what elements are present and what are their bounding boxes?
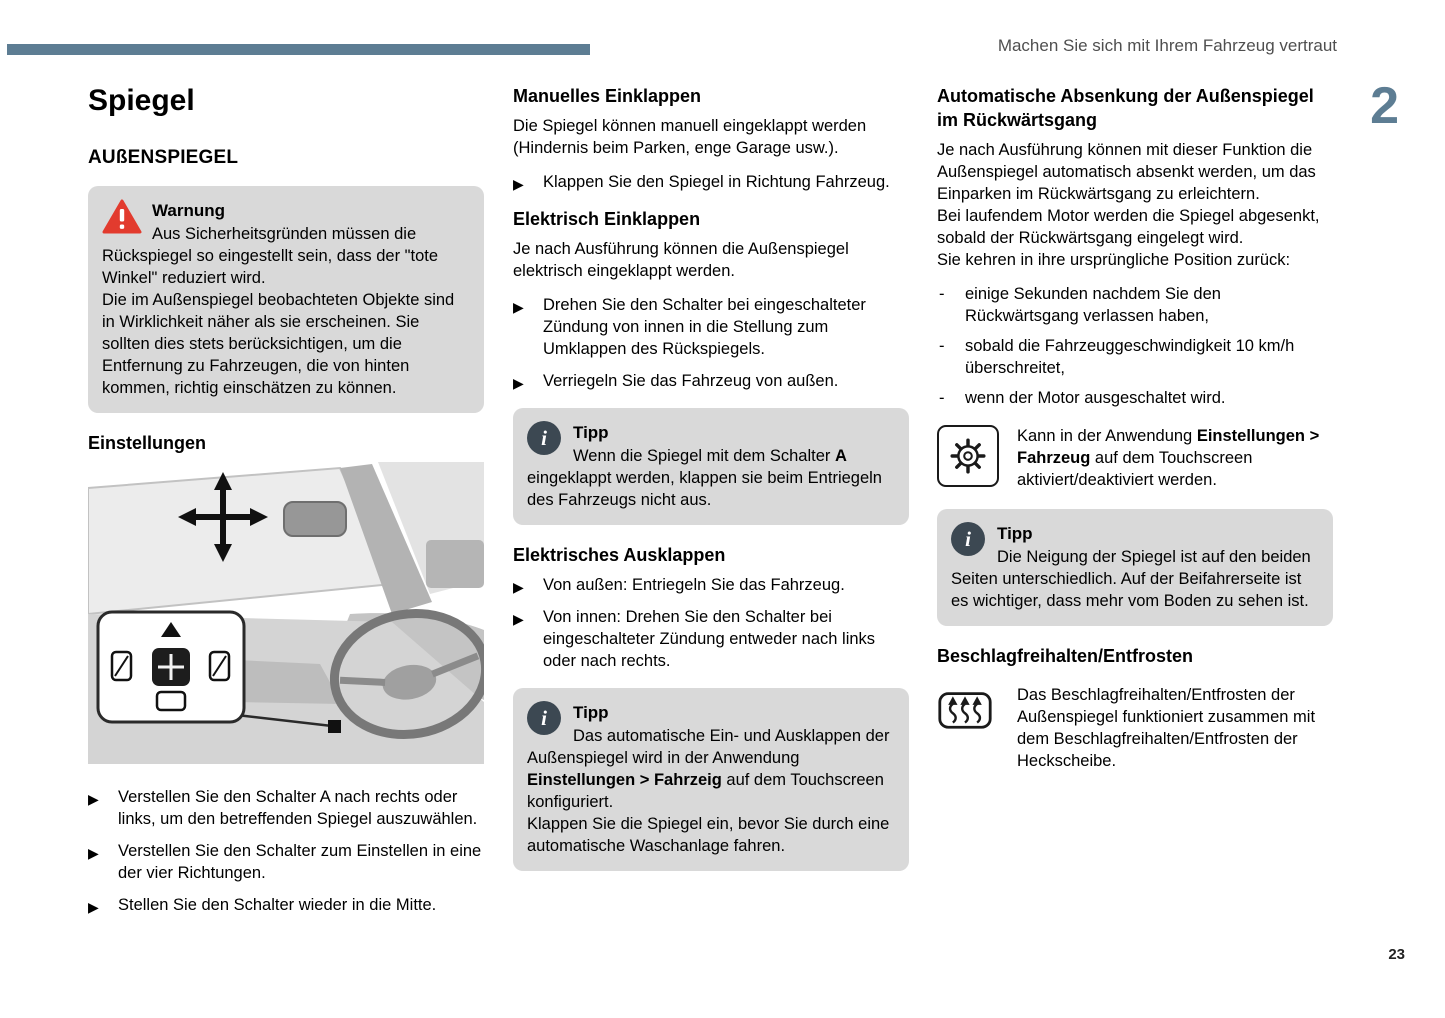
heading-einstellungen: Einstellungen (88, 433, 207, 453)
warning-title: Warnung (152, 201, 226, 220)
instruction-step (88, 840, 484, 884)
warning-text-2: Die im Außenspiegel beobachteten Objekte sind in Wirklichkeit näher als sie erscheinen. Sie sollten dies stets berücksichtigen, um die Entfernung zu Fahrzeugen, die von hinten kommen, richtig einschätzen zu können. (102, 291, 455, 397)
dash-list-item (937, 335, 1333, 379)
side-window (88, 468, 392, 614)
step-text: Von innen: Drehen Sie den Schalter bei eingeschalteter Zündung entweder nach links oder nach rechts. (543, 608, 876, 670)
heading-automatische-absenkung: Automatische Absenkung der Außenspiegel im Rückwärtsgang (937, 86, 1314, 130)
tip-box (937, 509, 1333, 626)
instruction-step (513, 171, 909, 193)
instruction-step (513, 294, 909, 360)
tip-text-pre: Wenn die Spiegel mit dem Schalter (573, 447, 835, 465)
instruction-step (88, 894, 484, 916)
info-icon: i (951, 522, 985, 556)
defrost-note-row (937, 684, 1333, 772)
mirror-adjustment-illustration (88, 462, 484, 764)
note-pre: Kann in der Anwendung (1017, 427, 1197, 445)
chapter-number: 2 (1370, 77, 1399, 135)
dash-text: sobald die Fahrzeuggeschwindigkeit 10 km/h überschreitet, (965, 337, 1295, 377)
heading-beschlagfreihalten: Beschlagfreihalten/Entfrosten (937, 646, 1194, 666)
step-text: Von außen: Entriegeln Sie das Fahrzeug. (543, 576, 845, 594)
tip-text: Die Neigung der Spiegel ist auf den beiden Seiten unterschiedlich. Auf der Beifahrerseite ist es wichtiger, dass mehr vom Boden zu sehen ist. (951, 548, 1311, 610)
paragraph: Sie kehren in ihre ursprüngliche Position zurück: (937, 251, 1291, 269)
tip-box (513, 408, 909, 525)
warning-box (88, 186, 484, 413)
tip-text-bold: Einstellungen > Fahrzeig (527, 771, 722, 789)
bullet-triangle-icon: ▶ (513, 375, 524, 391)
info-icon: i (527, 701, 561, 735)
tip-title: Tipp (573, 703, 609, 722)
column-right (937, 84, 1333, 790)
instruction-step (88, 786, 484, 830)
warning-text-1: Aus Sicherheitsgründen müssen die Rückspiegel so eingestellt sein, dass der "tote Winkel" reduziert wird. (102, 225, 439, 287)
step-text: Klappen Sie den Spiegel in Richtung Fahrzeug. (543, 173, 890, 191)
settings-note-text (1017, 425, 1333, 491)
column-left (88, 84, 484, 926)
mirror-defrost-icon (937, 684, 999, 731)
heading-elektrisch-einklappen: Elektrisch Einklappen (513, 209, 701, 229)
dash-marker: - (939, 389, 945, 407)
tip-text (527, 445, 895, 511)
dash-marker: - (939, 337, 945, 355)
info-icon: i (527, 421, 561, 455)
bullet-triangle-icon: ▶ (513, 176, 524, 192)
gear-icon (937, 425, 999, 487)
dash-text: einige Sekunden nachdem Sie den Rückwärtsgang verlassen haben, (965, 285, 1221, 325)
exterior-mirror (284, 502, 346, 536)
dash-text: wenn der Motor ausgeschaltet wird. (965, 389, 1226, 407)
tip-text-post: auf dem Touchscreen konfiguriert. (527, 771, 884, 811)
settings-note-row (937, 425, 1333, 491)
step-text: Stellen Sie den Schalter wieder in die Mitte. (118, 896, 437, 914)
center-display (426, 540, 484, 588)
running-header: Machen Sie sich mit Ihrem Fahrzeug vertraut (997, 36, 1337, 55)
column-middle (513, 84, 909, 889)
defrost-note-text: Das Beschlagfreihalten/Entfrosten der Außenspiegel funktioniert zusammen mit dem Beschlagfreihalten/Entfrosten der Heckscheibe. (1017, 686, 1316, 770)
section-heading-aussenspiegel: AUßENSPIEGEL (88, 147, 239, 168)
dash-list-item (937, 387, 1333, 409)
step-text: Verstellen Sie den Schalter zum Einstellen in eine der vier Richtungen. (118, 842, 482, 882)
instruction-step (513, 574, 909, 596)
step-text: Verriegeln Sie das Fahrzeug von außen. (543, 372, 839, 390)
paragraph: Bei laufendem Motor werden die Spiegel abgesenkt, sobald der Rückwärtsgang eingelegt wird. (937, 207, 1320, 247)
instruction-step (513, 606, 909, 672)
tip-text-bold: A (835, 447, 847, 465)
note-post: auf dem Touchscreen aktiviert/deaktiviert werden. (1017, 449, 1253, 489)
tip-box (513, 688, 909, 871)
heading-manuelles-einklappen: Manuelles Einklappen (513, 86, 702, 106)
bullet-triangle-icon: ▶ (513, 299, 524, 315)
tip-text-pre: Das automatische Ein- und Ausklappen der Außenspiegel wird in der Anwendung (527, 727, 890, 767)
tip-text-2: Klappen Sie die Spiegel ein, bevor Sie durch eine automatische Waschanlage fahren. (527, 815, 890, 855)
bullet-triangle-icon: ▶ (88, 845, 99, 861)
tip-text-post: eingeklappt werden, klappen sie beim Entriegeln des Fahrzeugs nicht aus. (527, 469, 882, 509)
bullet-triangle-icon: ▶ (88, 791, 99, 807)
step-text: Verstellen Sie den Schalter A nach rechts oder links, um den betreffenden Spiegel auszuwählen. (118, 788, 478, 828)
paragraph: Die Spiegel können manuell eingeklappt werden (Hindernis beim Parken, enge Garage usw.). (513, 117, 867, 157)
page-number: 23 (1388, 946, 1405, 963)
tip-title: Tipp (573, 423, 609, 442)
bullet-triangle-icon: ▶ (88, 899, 99, 915)
page-title: Spiegel (88, 84, 195, 117)
dash-marker: - (939, 285, 945, 303)
bullet-triangle-icon: ▶ (513, 579, 524, 595)
instruction-step (513, 370, 909, 392)
header-accent-bar (7, 44, 590, 55)
paragraph: Je nach Ausführung können die Außenspiegel elektrisch eingeklappt werden. (513, 240, 849, 280)
tip-title: Tipp (997, 524, 1033, 543)
step-text: Drehen Sie den Schalter bei eingeschalteter Zündung von innen in die Stellung zum Umklappen des Rückspiegels. (543, 296, 866, 358)
bullet-triangle-icon: ▶ (513, 611, 524, 627)
dash-list-item (937, 283, 1333, 327)
switch-location-marker (328, 720, 341, 733)
tip-text (527, 725, 895, 813)
paragraph: Je nach Ausführung können mit dieser Funktion die Außenspiegel automatisch absenkt werden, um das Einparken im Rückwärtsgang zu erleichtern. (937, 141, 1316, 203)
warning-triangle-icon (102, 199, 142, 235)
note-bold: Einstellungen > Fahrzeug (1017, 427, 1320, 467)
heading-elektrisches-ausklappen: Elektrisches Ausklappen (513, 545, 726, 565)
